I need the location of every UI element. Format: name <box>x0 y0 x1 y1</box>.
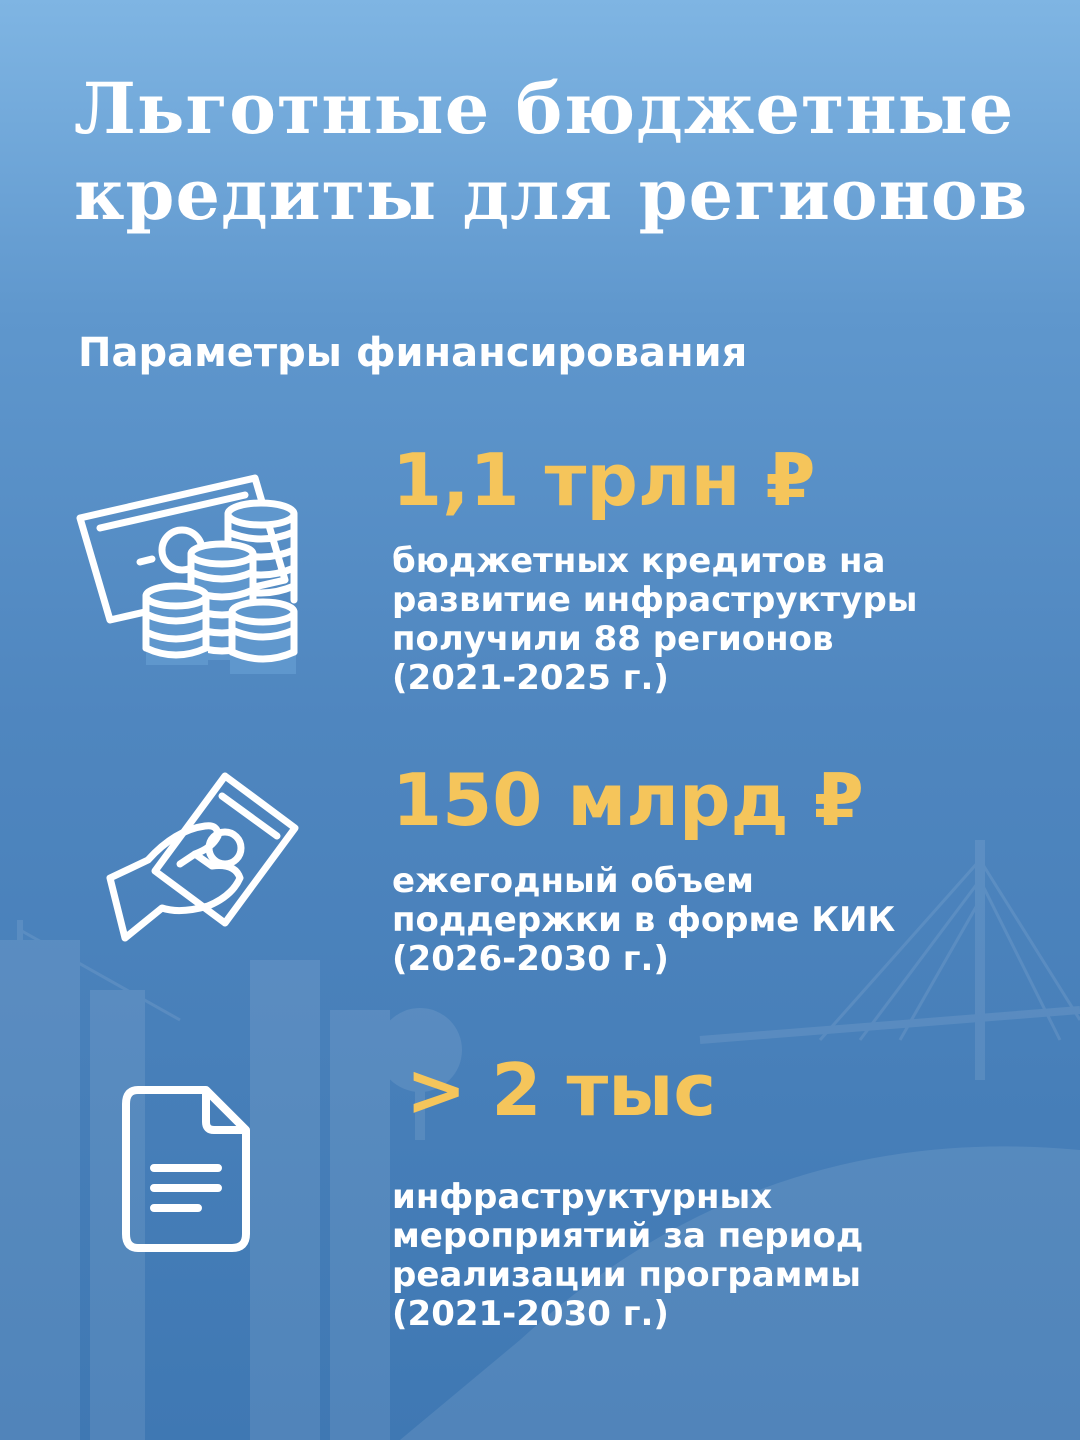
stat-loans-total <box>392 440 1032 698</box>
title-line-1: Льготные бюджетные <box>74 67 1015 150</box>
money-coins-icon <box>70 470 310 680</box>
stat-value: 150 млрд ₽ <box>392 758 864 842</box>
hand-money-icon <box>100 768 310 958</box>
stat-description: инфраструктурных мероприятий за период реализации программы (2021-2030 г.) <box>392 1177 864 1334</box>
stat-description: бюджетных кредитов на развитие инфраструктуры получили 88 регионов (2021-2025 г.) <box>392 541 918 698</box>
stat-value: 1,1 трлн ₽ <box>392 438 816 522</box>
page-title <box>74 66 1034 238</box>
stat-annual-support <box>392 760 1032 979</box>
title-line-2: кредиты для регионов <box>74 153 1029 236</box>
stat-value: > 2 тыс <box>406 1048 717 1132</box>
document-icon <box>118 1082 258 1257</box>
stat-infrastructure-events <box>392 1050 1032 1334</box>
section-subtitle: Параметры финансирования <box>78 330 748 376</box>
stat-description: ежегодный объем поддержки в форме КИК (2026-2030 г.) <box>392 861 896 979</box>
